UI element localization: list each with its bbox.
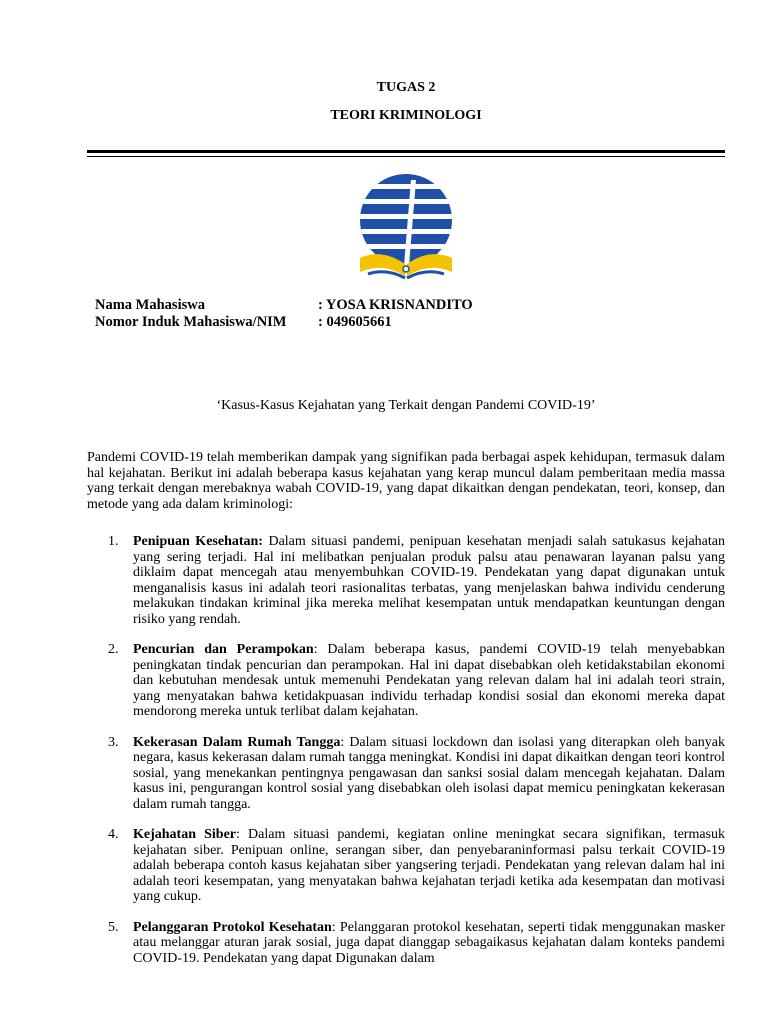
case-item: [108, 827, 726, 905]
assignment-title: TUGAS 2: [376, 80, 436, 95]
case-item: [108, 534, 725, 627]
case-number: 3.: [108, 734, 119, 750]
case-title: Kekerasan Dalam Rumah Tangga: [133, 734, 341, 750]
case-number: 4.: [108, 827, 119, 842]
case-title: Pelanggaran Protokol Kesehatan: [133, 919, 332, 935]
case-number: 5.: [108, 919, 119, 935]
student-name-label: Nama Mahasiswa: [95, 297, 205, 313]
case-item: [108, 919, 725, 967]
case-title: Pencurian dan Perampokan: [133, 642, 314, 657]
student-nim-row: [95, 314, 473, 331]
subject-title: ‘Kasus-Kasus Kejahatan yang Terkait dengan Pandemi COVID-19’: [216, 398, 596, 413]
case-number: 2.: [108, 642, 119, 657]
course-title: TEORI KRIMINOLOGI: [330, 108, 482, 123]
case-number: 1.: [108, 534, 119, 549]
header-divider-thick: [87, 150, 725, 153]
student-nim-value: : 049605661: [318, 314, 392, 330]
case-item: [108, 642, 725, 720]
student-nim-label: Nomor Induk Mahasiswa/NIM: [95, 314, 287, 330]
case-item: [108, 734, 725, 813]
case-list: [0, 534, 768, 981]
case-text: : Dalam situasi lockdown dan isolasi yang diterapkan oleh banyak negara, kasus kekerasan dalam rumah tangga meningkat. Kondisi ini dapat dikaitkan dengan teori kontrol sosial, yang menekankan pentingnya pengawasan dan sanksi sosial dalam mencegah kejahatan. Dalam kasus ini, pengurangan kontrol sosial yang disebabkan oleh isolasi dapat memicu peningkatan kekerasan dalam rumah tangga.: [133, 734, 725, 812]
case-text: : Dalam situasi pandemi, kegiatan online meningkat secara signifikan, termasuk kejahatan siber. Penipuan online, serangan siber, dan penyebaraninformasi palsu terkait COVID-19 adalah beberapa contoh kasus kejahatan siber yangsering terjadi. Pendekatan yang relevan dalam hal ini adalah teori kesempatan, yang menyatakan bahwa kejahatan terjadi ketika ada kesempatan dan motivasi yang cukup.: [133, 827, 726, 904]
case-text: Dalam situasi pandemi, penipuan kesehatan menjadi salah satukasus kejahatan yang sering terjadi. Hal ini melibatkan penjualan produk palsu atau penawaran layanan palsu yang diklaim dapat mencegah atau menyembuhkan COVID-19. Pendekatan yang dapat digunakan untuk menganalisis kasus ini adalah teori rasionalitas terbatas, yang menjelaskan bahwa individu cenderung melakukan tindakan kriminal jika mereka melihat kesempatan untuk mendapatkan keuntungan dengan risiko yang rendah.: [133, 534, 725, 627]
universitas-terbuka-logo-icon: [358, 172, 454, 284]
case-title: Penipuan Kesehatan:: [133, 534, 263, 549]
student-name-value: : YOSA KRISNANDITO: [318, 297, 473, 313]
header-divider-thin: [87, 156, 725, 157]
case-text: : Dalam beberapa kasus, pandemi COVID-19 telah menyebabkan peningkatan tindak pencurian dan perampokan. Hal ini dapat disebabkan oleh ketidakstabilan ekonomi dan kebutuhan mendesak untuk memenuhi Pendekatan yang relevan dalam hal ini adalah teori strain, yang menyatakan bahwa ketidakpuasan individu terhadap kondisi sosial dan ekonomi mereka dapat mendorong mereka untuk terlibat dalam kejahatan.: [133, 642, 725, 719]
student-name-row: [95, 297, 473, 314]
intro-paragraph: Pandemi COVID-19 telah memberikan dampak yang signifikan pada berbagai aspek kehidupan, termasuk dalam hal kejahatan. Berikut ini adalah beberapa kasus kejahatan yang kerap muncul dalam pemberitaan media massa yang terkait dengan merebaknya wabah COVID-19, yang dapat dikaitkan dengan pendekatan, teori, konsep, dan metode yang ada dalam kriminologi:: [87, 450, 725, 512]
case-text: : Pelanggaran protokol kesehatan, seperti tidak menggunakan masker atau melanggar aturan jarak sosial, juga dapat dianggap sebagaikasus kejahatan dalam konteks pandemi COVID-19. Pendekatan yang dapat Digunakan dalam: [133, 919, 725, 966]
case-title: Kejahatan Siber: [133, 827, 237, 842]
student-info: [95, 297, 473, 331]
